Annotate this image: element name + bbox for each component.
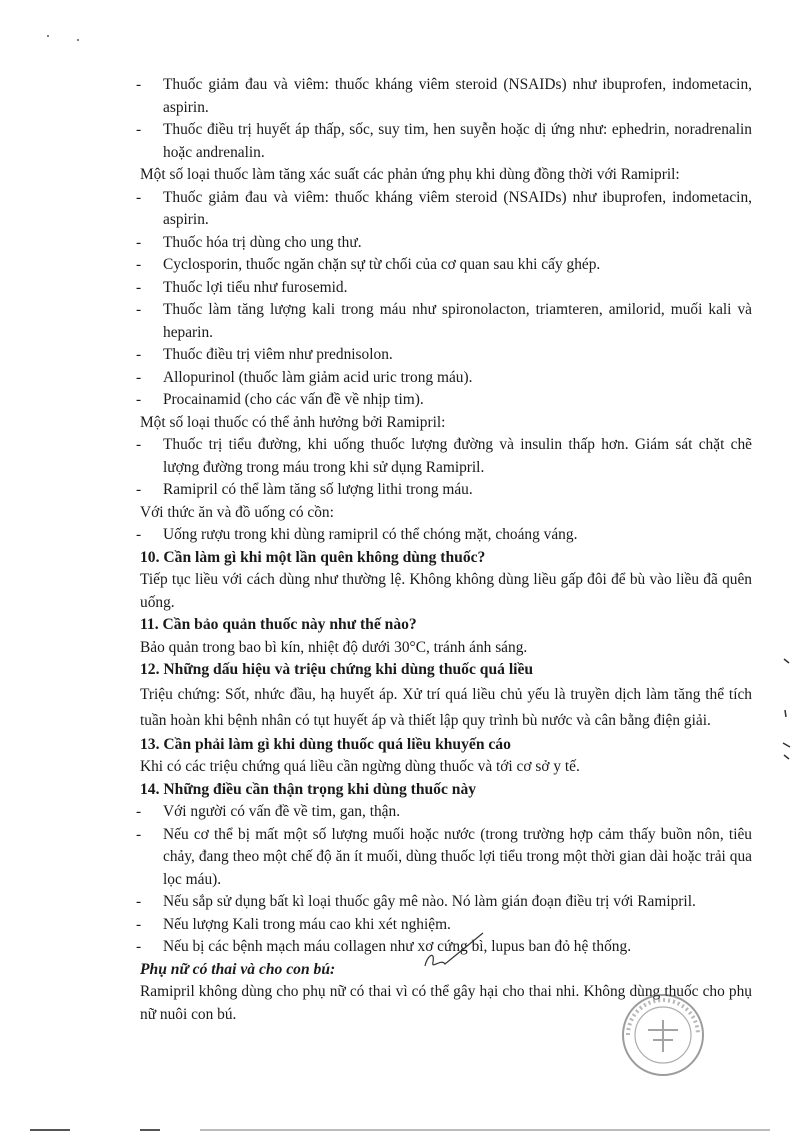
- list-item: - Thuốc trị tiểu đường, khi uống thuốc lượng đường và insulin thấp hơn. Giám sát chặt chẽ lượng đường trong máu trong khi sử dụng Ramipril.: [136, 436, 752, 476]
- list-item: - Uống rượu trong khi dùng ramipril có thể chóng mặt, choáng váng.: [136, 526, 578, 543]
- list-item: - Thuốc hóa trị dùng cho ung thư.: [136, 233, 362, 251]
- list-item-text: Thuốc giảm đau và viêm: thuốc kháng viêm steroid (NSAIDs) như ibuprofen, indometacin, aspirin.: [163, 76, 752, 116]
- list-item: - Thuốc làm tăng lượng kali trong máu như spironolacton, triamteren, amilorid, muối kali và heparin.: [136, 301, 752, 341]
- food-intro: Với thức ăn và đồ uống có cồn:: [140, 503, 334, 521]
- side-effects-list: [136, 187, 752, 412]
- section-13-heading: 13. Cần phải làm gì khi dùng thuốc quá liều khuyến cáo: [140, 735, 511, 753]
- document-body: [136, 74, 752, 1026]
- list-item-text: Thuốc điều trị huyết áp thấp, sốc, suy tim, hen suyễn hoặc dị ứng như: ephedrin, noradrenalin hoặc andrenalin.: [163, 121, 752, 161]
- section-10-heading: 10. Cần làm gì khi một lần quên không dùng thuốc?: [140, 548, 486, 566]
- affected-list: [136, 434, 752, 502]
- side-effects-intro: Một số loại thuốc làm tăng xác suất các phản ứng phụ khi dùng đồng thời với Ramipril:: [140, 166, 680, 183]
- pregnancy-text: Ramipril không dùng cho phụ nữ có thai vì có thể gây hại cho thai nhi. Không dùng thuốc cho phụ nữ nuôi con bú.: [140, 983, 752, 1023]
- section-13-text: Khi có các triệu chứng quá liều cần ngừng dùng thuốc và tới cơ sở y tế.: [140, 758, 580, 775]
- pregnancy-heading: Phụ nữ có thai và cho con bú:: [140, 960, 336, 978]
- scan-edge-marks: [780, 655, 794, 765]
- list-item: - Nếu cơ thể bị mất một số lượng muối hoặc nước (trong trường hợp cảm thấy buồn nôn, tiêu chảy, đang theo một chế độ ăn ít muối, dùng thuốc lợi tiểu trong một thời gian dài hoặc trải qua lọc máu).: [136, 825, 752, 888]
- section-11-text: Bảo quản trong bao bì kín, nhiệt độ dưới 30°C, tránh ánh sáng.: [140, 638, 528, 656]
- bottom-scan-line: [30, 1128, 770, 1132]
- list-item: - Thuốc điều trị viêm như prednisolon.: [136, 346, 393, 363]
- list-item: - Cyclosporin, thuốc ngăn chặn sự từ chối của cơ quan sau khi cấy ghép.: [136, 256, 601, 273]
- list-item: - Ramipril có thể làm tăng số lượng lithi trong máu.: [136, 481, 473, 498]
- list-item: - Với người có vấn đề về tim, gan, thận.: [136, 803, 401, 820]
- section-11-heading: 11. Cần bảo quản thuốc này như thế nào?: [140, 616, 417, 633]
- list-item: - Allopurinol (thuốc làm giảm acid uric trong máu).: [136, 368, 473, 386]
- official-stamp-seal: [618, 990, 708, 1080]
- signature-mark: [405, 928, 485, 973]
- food-list: [136, 524, 752, 547]
- list-item: - Nếu bị các bệnh mạch máu collagen như xơ cứng bì, lupus ban đỏ hệ thống.: [136, 938, 632, 955]
- list-item: - Nếu sắp sử dụng bất kì loại thuốc gây mê nào. Nó làm gián đoạn điều trị với Ramipril.: [136, 893, 696, 910]
- list-item: - Nếu lượng Kali trong máu cao khi xét nghiệm.: [136, 915, 451, 933]
- list-item: - Procainamid (cho các vấn đề về nhịp tim).: [136, 391, 424, 408]
- list-item: - Thuốc lợi tiểu như furosemid.: [136, 278, 348, 296]
- section-12-heading: 12. Những dấu hiệu và triệu chứng khi dùng thuốc quá liều: [140, 661, 534, 678]
- scan-corner-mark: [45, 26, 85, 46]
- list-item: - Thuốc giảm đau và viêm: thuốc kháng viêm steroid (NSAIDs) như ibuprofen, indometacin, aspirin.: [136, 188, 752, 228]
- affected-intro: Một số loại thuốc có thể ảnh hưởng bởi Ramipril:: [140, 413, 446, 431]
- intro-list: [136, 74, 752, 164]
- section-14-heading: 14. Những điều cần thận trọng khi dùng thuốc này: [140, 780, 477, 798]
- list-item: - Thuốc giảm đau và viêm: thuốc kháng viêm steroid (NSAIDs) như ibuprofen, indometacin, aspirin.: [136, 76, 752, 116]
- list-item: - Thuốc điều trị huyết áp thấp, sốc, suy tim, hen suyễn hoặc dị ứng như: ephedrin, noradrenalin hoặc andrenalin.: [136, 121, 752, 161]
- section-10-text: Tiếp tục liều với cách dùng như thường lệ. Không không dùng liều gấp đôi để bù vào liều đã quên uống.: [140, 571, 752, 611]
- section-12-text: Triệu chứng: Sốt, nhức đầu, hạ huyết áp. Xử trí quá liều chủ yếu là truyền dịch làm tăng thể tích tuần hoàn khi bệnh nhân có tụt huyết áp và thiết lập quy trình bù nước và cân bằng điện giải.: [140, 685, 752, 729]
